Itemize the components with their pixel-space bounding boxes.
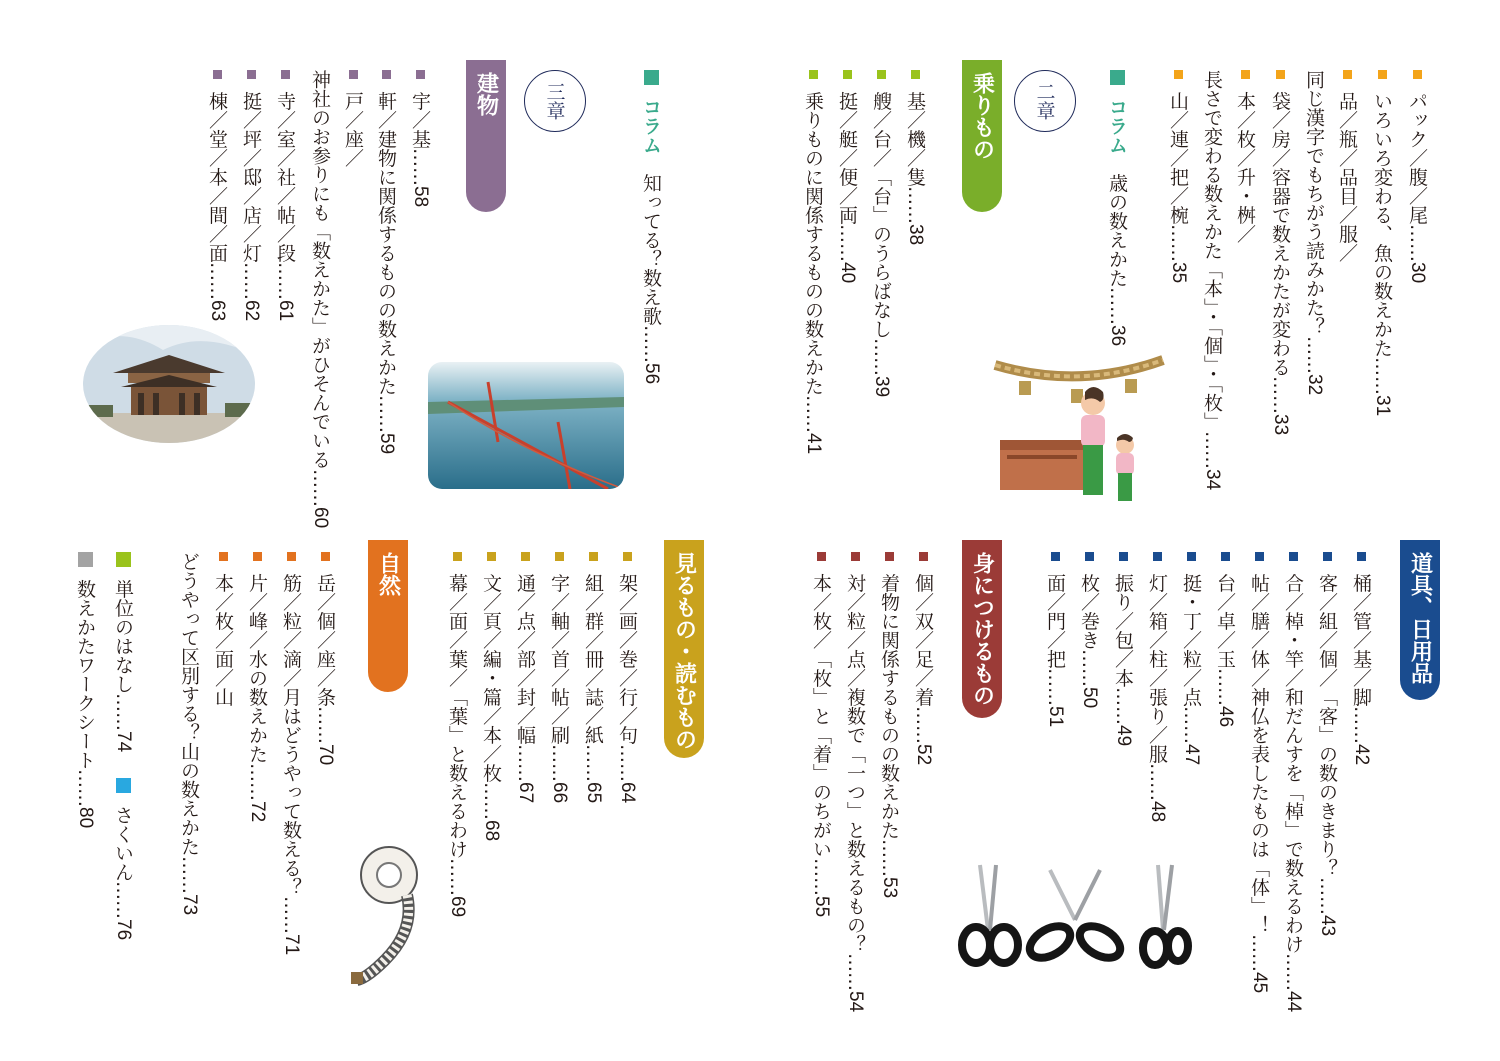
bullet-icon — [851, 552, 860, 561]
toc-entry[interactable]: 寺／室／社／帖／段……61 — [270, 70, 300, 321]
toc-entry[interactable]: 帖／膳／体／神仏を表したものは「体」！……45 — [1244, 552, 1274, 993]
bullet-icon — [1343, 70, 1352, 79]
bullet-icon — [1276, 70, 1285, 79]
golden-gate-bridge-photo — [428, 362, 624, 489]
toc-entry[interactable]: 対／粒／点／複数で「一つ」と数えるもの？……54 — [840, 552, 870, 1012]
toc-entry[interactable]: 面／門／把……51 — [1040, 552, 1070, 727]
toc-entry[interactable]: 本／枚／面／山 — [208, 552, 238, 706]
column-entry[interactable]: コラム 知ってる？数え歌……56 — [636, 70, 666, 384]
worksheet-entry[interactable]: 数えかたワークシート……80 — [70, 552, 100, 828]
column-square-icon — [644, 70, 659, 85]
toc-entry[interactable]: 宇／基……58 — [405, 70, 435, 207]
toc-entry[interactable]: 本／枚／升・桝／ — [1230, 70, 1260, 243]
toc-entry[interactable]: 同じ漢字でもちがう読みかた？……32 — [1303, 70, 1325, 396]
column-square-icon — [116, 552, 131, 567]
bullet-icon — [1378, 70, 1387, 79]
toc-entry[interactable]: 筋／粒／滴／月はどうやって数える？……71 — [276, 552, 306, 955]
toc-entry[interactable]: 灯／箱／柱／張り／服……48 — [1142, 552, 1172, 822]
bullet-icon — [1174, 70, 1183, 79]
bullet-icon — [349, 70, 358, 79]
toc-entry[interactable]: 乗りものに関係するものの数えかた……41 — [798, 70, 828, 454]
column-entry[interactable]: コラム 歳の数えかた……36 — [1102, 70, 1132, 346]
toc-entry[interactable]: 山／連／把／椀……35 — [1163, 70, 1193, 283]
toc-entry[interactable]: 艘／台／「台」のうらばなし……39 — [866, 70, 896, 397]
temple-photo — [83, 325, 255, 443]
bullet-icon — [817, 552, 826, 561]
column-square-icon — [1110, 70, 1125, 85]
bullet-icon — [416, 70, 425, 79]
bullet-icon — [1221, 552, 1230, 561]
column-square-icon — [116, 778, 131, 793]
toc-entry[interactable]: いろいろ変わる、魚の数えかた……31 — [1367, 70, 1397, 416]
toc-entry[interactable]: どうやって区別する？山の数えかた……73 — [178, 552, 200, 916]
toc-entry[interactable]: 品／瓶／品目／服／ — [1332, 70, 1362, 262]
bullet-icon — [1255, 552, 1264, 561]
bullet-icon — [1357, 552, 1366, 561]
toc-entry[interactable]: 台／卓／玉……46 — [1210, 552, 1240, 727]
toc-entry[interactable]: 戸／座／ — [338, 70, 368, 167]
section-tab-dougu[interactable]: 道具、日用品 — [1400, 540, 1440, 700]
bullet-icon — [382, 70, 391, 79]
bullet-icon — [287, 552, 296, 561]
toc-entry[interactable]: 長さで変わる数えかた「本」・「個」・「枚」……34 — [1201, 70, 1223, 491]
bullet-icon — [213, 70, 222, 79]
toc-entry[interactable]: 挺／坪／邸／店／灯……62 — [236, 70, 266, 321]
toc-entry[interactable]: 通／点／部／封／幅……67 — [510, 552, 540, 803]
toc-entry[interactable]: 神社のお参りにも「数えかた」がひそんでいる……60 — [309, 70, 331, 529]
bullet-icon — [521, 552, 530, 561]
toc-entry[interactable]: 架／画／巻／行／句……64 — [612, 552, 642, 803]
toc-entry[interactable]: 棟／堂／本／間／面……63 — [202, 70, 232, 321]
bullet-icon — [1241, 70, 1250, 79]
bullet-icon — [1413, 70, 1422, 79]
bullet-icon — [623, 552, 632, 561]
section-tab-tatemono[interactable]: 建物 — [466, 60, 506, 212]
bullet-icon — [1085, 552, 1094, 561]
toc-entry[interactable]: 挺・丁／粒／点……47 — [1176, 552, 1206, 765]
toc-entry[interactable]: 枚／巻き……50 — [1074, 552, 1104, 708]
section-tab-shizen[interactable]: 自然 — [368, 540, 408, 692]
bullet-icon — [219, 552, 228, 561]
toc-entry[interactable]: 振り／包／本……49 — [1108, 552, 1138, 746]
toc-entry[interactable]: パック／腹／尾……30 — [1402, 70, 1432, 283]
bullet-icon — [809, 70, 818, 79]
bullet-icon — [885, 552, 894, 561]
bullet-icon — [281, 70, 290, 79]
section-tab-miru[interactable]: 見るもの・読むもの — [664, 540, 704, 758]
toc-entry[interactable]: 岳／個／座／条……70 — [310, 552, 340, 765]
toc-entry[interactable]: 文／頁／編・篇／本／枚……68 — [476, 552, 506, 841]
toc-entry[interactable]: 片／峰／水の数えかた……72 — [242, 552, 272, 822]
tani-entry[interactable]: 単位のはなし……74 — [108, 552, 138, 752]
toc-entry[interactable]: 着物に関係するものの数えかた……53 — [874, 552, 904, 898]
toc-entry[interactable]: 基／機／隻……38 — [900, 70, 930, 245]
scissors-illustration — [950, 860, 1195, 970]
bullet-icon — [1119, 552, 1128, 561]
toc-entry[interactable]: 袋／房／容器で数えかたが変わる……33 — [1265, 70, 1295, 435]
bullet-icon — [253, 552, 262, 561]
bullet-icon — [247, 70, 256, 79]
toc-entry[interactable]: 本／枚／「枚」と「着」のちがい……55 — [806, 552, 836, 917]
bullet-icon — [919, 552, 928, 561]
chapter-number-badge: 二章 — [1014, 70, 1076, 132]
toc-entry[interactable]: 字／軸／首／帖／刷……66 — [544, 552, 574, 803]
toc-entry[interactable]: 個／双／足／着……52 — [908, 552, 938, 765]
bullet-icon — [453, 552, 462, 561]
bullet-icon — [487, 552, 496, 561]
toc-entry[interactable]: 客／組／個／「客」の数のきまり？……43 — [1312, 552, 1342, 936]
section-tab-mi[interactable]: 身につけるもの — [962, 540, 1002, 718]
chapter-number-badge: 三章 — [524, 70, 586, 132]
bullet-icon — [1289, 552, 1298, 561]
bullet-icon — [843, 70, 852, 79]
toc-entry[interactable]: 軒／建物に関係するものの数えかた……59 — [371, 70, 401, 454]
shrine-prayer-illustration — [985, 345, 1170, 520]
toc-entry[interactable]: 挺／艇／便／両……40 — [832, 70, 862, 283]
sakuin-entry[interactable]: さくいん……76 — [108, 778, 138, 940]
tape-measure-illustration — [345, 840, 430, 990]
column-square-icon — [78, 552, 93, 567]
toc-entry[interactable]: 組／群／冊／誌／紙……65 — [578, 552, 608, 803]
toc-entry[interactable]: 幕／面／葉／「葉」と数えるわけ……69 — [442, 552, 472, 917]
bullet-icon — [1323, 552, 1332, 561]
bullet-icon — [321, 552, 330, 561]
section-tab-norimono[interactable]: 乗りもの — [962, 60, 1002, 212]
bullet-icon — [555, 552, 564, 561]
toc-entry[interactable]: 桶／管／基／脚……42 — [1346, 552, 1376, 765]
bullet-icon — [1051, 552, 1060, 561]
toc-entry[interactable]: 合／棹・竿／和だんすを「棹」で数えるわけ……44 — [1278, 552, 1308, 1012]
bullet-icon — [589, 552, 598, 561]
bullet-icon — [1153, 552, 1162, 561]
bullet-icon — [911, 70, 920, 79]
bullet-icon — [877, 70, 886, 79]
bullet-icon — [1187, 552, 1196, 561]
